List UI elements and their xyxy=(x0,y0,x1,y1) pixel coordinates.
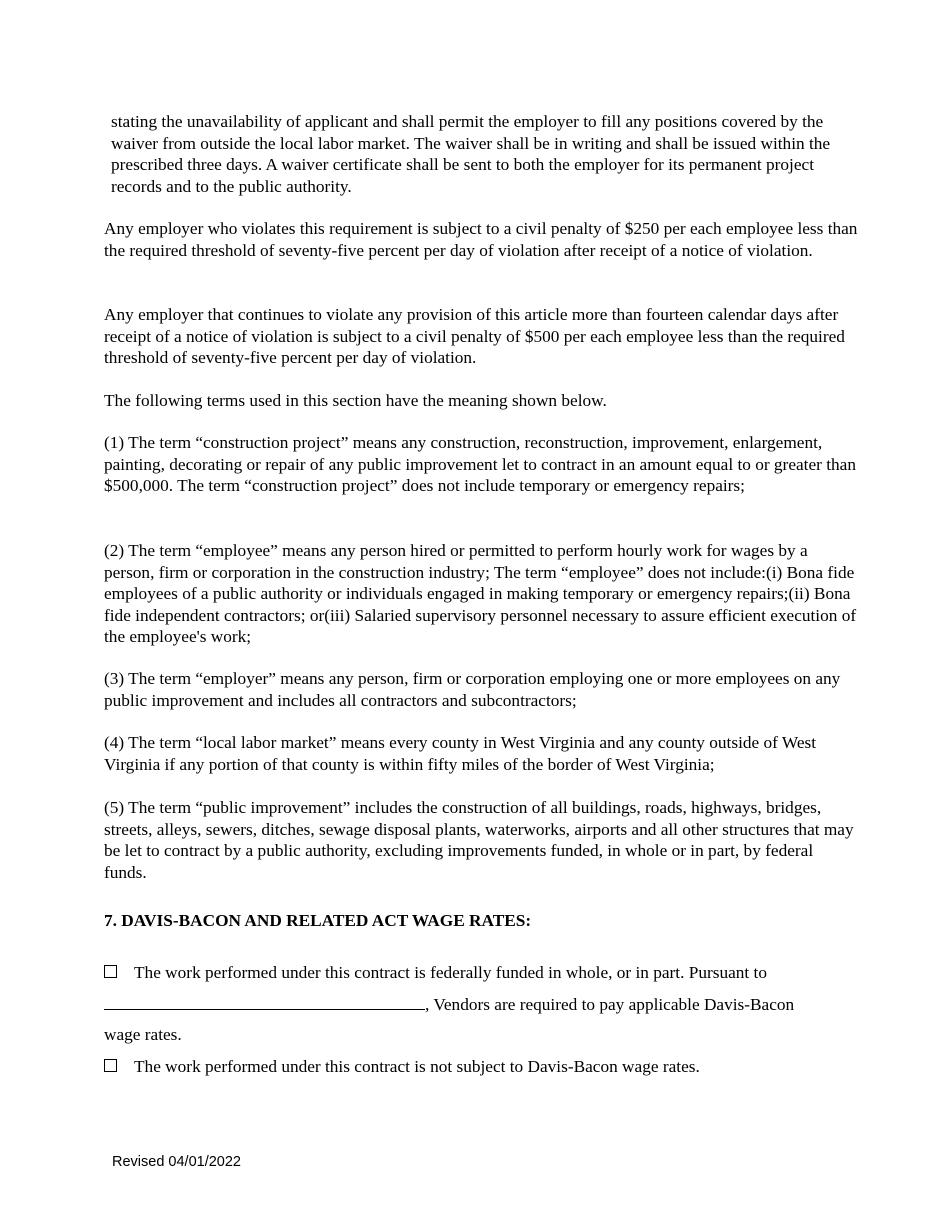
penalty-250-paragraph: Any employer who violates this requirement is subject to a civil penalty of $250 per each employee less than the required threshold of seventy-five percent per day of violation after receipt of a notice of violation. xyxy=(104,219,858,260)
statute-blank-field[interactable] xyxy=(104,993,425,1010)
term-employee: (2) The term “employee” means any person hired or permitted to perform hourly work for wages by a person, firm or corporation in the construction industry; The term “employee” does not include:(i) Bona fide employees of a public authority or individuals engaged in making temporary or emergency repairs;(ii) Bona fide independent contractors; or(iii) Salaried supervisory personnel necessary to assure efficient execution of the employee's work; xyxy=(104,541,857,647)
not-subject-checkbox[interactable] xyxy=(104,1059,117,1072)
option-not-subject xyxy=(104,1056,864,1078)
option-federally-funded-line1 xyxy=(104,962,864,984)
waiver-paragraph: stating the unavailability of applicant and shall permit the employer to fill any positions covered by the waiver from outside the local labor market. The waiver shall be in writing and shall be issued within the prescribed three days. A waiver certificate shall be sent to both the employer for its permanent project records and to the public authority. xyxy=(111,112,831,196)
federally-funded-text-cont: , Vendors are required to pay applicable Davis-Bacon xyxy=(425,995,795,1014)
penalty-500-paragraph: Any employer that continues to violate any provision of this article more than fourteen calendar days after receipt of a notice of violation is subject to a civil penalty of $500 per each employee less than the required threshold of seventy-five percent per day of violation. xyxy=(104,305,845,368)
federally-funded-checkbox[interactable] xyxy=(104,965,117,978)
revision-footer: Revised 04/01/2022 xyxy=(112,1154,241,1170)
federally-funded-text: The work performed under this contract is federally funded in whole, or in part. Pursuant to xyxy=(134,963,767,982)
term-employer: (3) The term “employer” means any person, firm or corporation employing one or more employees on any public improvement and includes all contractors and subcontractors; xyxy=(104,669,841,710)
term-construction-project: (1) The term “construction project” means any construction, reconstruction, improvement, enlargement, painting, decorating or repair of any public improvement let to contract in an amount equal to or greater than $500,000. The term “construction project” does not include temporary or emergency repairs; xyxy=(104,433,856,496)
option-federally-funded-line2 xyxy=(104,993,864,1016)
federally-funded-text-end: wage rates. xyxy=(104,1025,182,1044)
not-subject-text: The work performed under this contract is not subject to Davis-Bacon wage rates. xyxy=(134,1057,700,1076)
term-local-labor-market: (4) The term “local labor market” means every county in West Virginia and any county outside of West Virginia if any portion of that county is within fifty miles of the border of West Virginia; xyxy=(104,733,817,774)
option-federally-funded-line3 xyxy=(104,1024,864,1046)
terms-intro-paragraph: The following terms used in this section have the meaning shown below. xyxy=(104,391,607,410)
term-public-improvement: (5) The term “public improvement” includes the construction of all buildings, roads, highways, bridges, streets, alleys, sewers, ditches, sewage disposal plants, waterworks, airports and all other structures that may be let to contract by a public authority, excluding improvements funded, in whole or in part, by federal funds. xyxy=(104,798,854,882)
section-heading-davis-bacon: 7. DAVIS-BACON AND RELATED ACT WAGE RATES: xyxy=(104,911,532,930)
